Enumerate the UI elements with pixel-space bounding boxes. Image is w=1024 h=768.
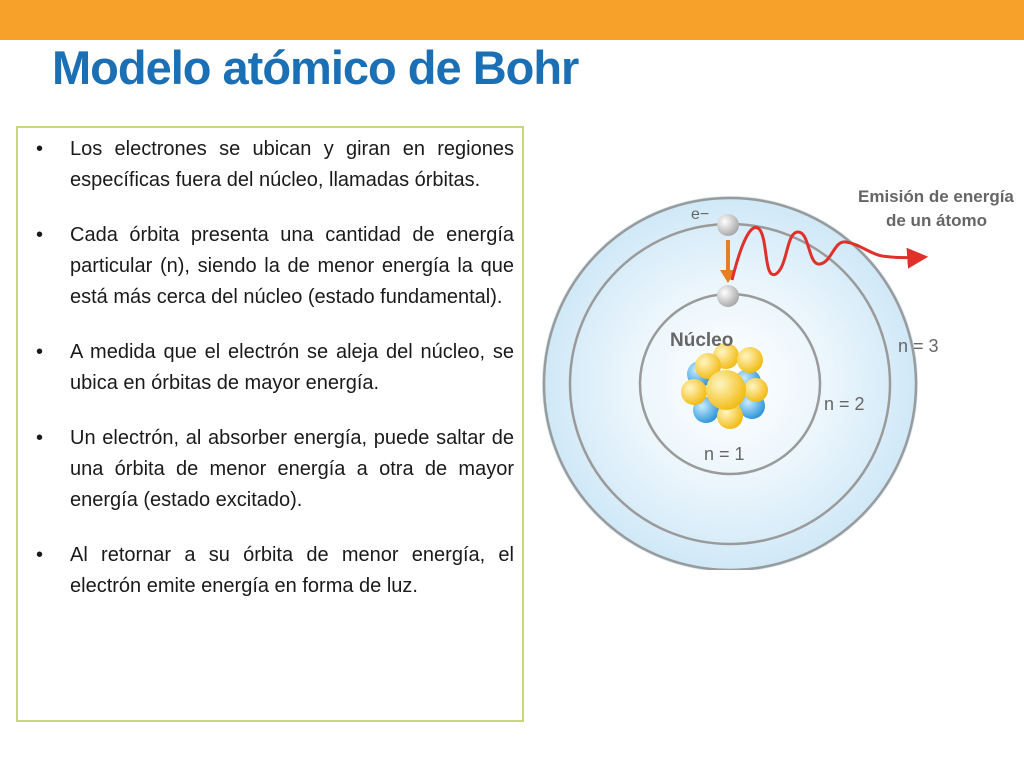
bullet-box [16, 126, 524, 722]
bullet-marker: • [36, 224, 44, 246]
nucleus-label: Núcleo [670, 330, 734, 351]
bullet-text: Cada órbita presenta una cantidad de energía particular (n), siendo la de menor energía la que está más cerca del núcleo (estado fundamental). [70, 224, 514, 308]
orbit-label-n1: n = 1 [704, 444, 745, 464]
top-accent-bar [0, 0, 1024, 40]
bullet-marker: • [36, 427, 44, 449]
orbit-label-n3: n = 3 [898, 336, 939, 356]
bullet-item [28, 220, 514, 313]
emission-label-line2: de un átomo [886, 211, 988, 230]
electron-excited [717, 214, 739, 236]
electron-label: e− [691, 206, 710, 223]
bohr-atom-diagram [530, 170, 1024, 570]
slide-title: Modelo atómico de Bohr [52, 41, 579, 94]
bullet-marker: • [36, 544, 44, 566]
bullet-marker: • [36, 138, 44, 160]
bullet-text: Los electrones se ubican y giran en regiones específicas fuera del núcleo, llamadas órbitas. [70, 138, 514, 191]
bullet-text: Al retornar a su órbita de menor energía, el electrón emite energía en forma de luz. [70, 544, 514, 597]
bullet-marker: • [36, 341, 44, 363]
bullet-text: A medida que el electrón se aleja del núcleo, se ubica en órbitas de mayor energía. [70, 341, 514, 394]
bullet-item [28, 423, 514, 516]
bullet-item [28, 337, 514, 399]
bullet-item [28, 540, 514, 602]
emission-label: Emisión de energía [858, 187, 1014, 206]
electron-ground [717, 285, 739, 307]
bullet-text: Un electrón, al absorber energía, puede saltar de una órbita de menor energía a otra de mayor energía (estado excitado). [70, 427, 514, 511]
bullet-item [28, 134, 514, 196]
bullet-list [28, 134, 514, 602]
orbit-label-n2: n = 2 [824, 394, 865, 414]
